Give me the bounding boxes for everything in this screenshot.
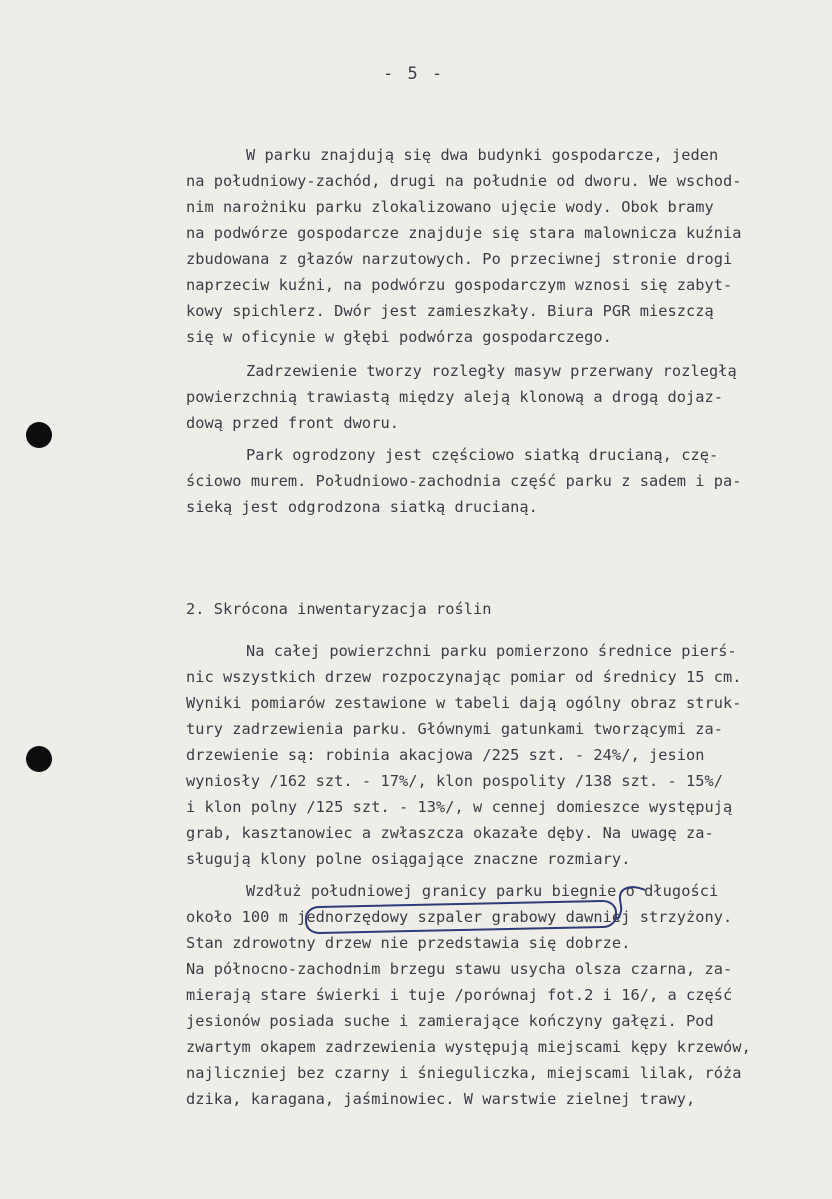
page-number: - 5 - <box>383 64 445 84</box>
text-line: drzewienie są: robinia akacjowa /225 szt. - 24%/, jesion <box>186 746 705 764</box>
text-line: dową przed front dworu. <box>186 414 399 432</box>
punch-hole-top <box>26 422 52 448</box>
text-line: tury zadrzewienia parku. Głównymi gatunkami tworzącymi za- <box>186 720 724 738</box>
text-line: wyniosły /162 szt. - 17%/, klon pospolity /138 szt. - 15%/ <box>186 772 724 790</box>
text-line: i klon polny /125 szt. - 13%/, w cennej domieszce występują <box>186 798 733 816</box>
text-line: Wyniki pomiarów zestawione w tabeli dają ogólny obraz struk- <box>186 694 742 712</box>
text-line: naprzeciw kuźni, na podwórzu gospodarczym wznosi się zabyt- <box>186 276 733 294</box>
pen-annotation-stroke <box>611 880 647 928</box>
text-line: się w oficynie w głębi podwórza gospodarczego. <box>186 328 612 346</box>
text-line: Zadrzewienie tworzy rozległy masyw przerwany rozległą <box>246 362 737 380</box>
text-line: Park ogrodzony jest częściowo siatką drucianą, czę- <box>246 446 719 464</box>
punch-hole-bottom <box>26 746 52 772</box>
text-line: około 100 m jednorzędowy szpaler grabowy dawniej strzyżony. <box>186 908 733 926</box>
text-line: Na całej powierzchni parku pomierzono średnice pierś- <box>246 642 737 660</box>
text-line: grab, kasztanowiec a zwłaszcza okazałe dęby. Na uwagę za- <box>186 824 714 842</box>
text-line: jesionów posiada suche i zamierające kończyny gałęzi. Pod <box>186 1012 714 1030</box>
text-line: ściowo murem. Południowo-zachodnia część parku z sadem i pa- <box>186 472 742 490</box>
text-line: Stan zdrowotny drzew nie przedstawia się dobrze. <box>186 934 631 952</box>
text-line: dzika, karagana, jaśminowiec. W warstwie zielnej trawy, <box>186 1090 696 1108</box>
text-line: sługują klony polne osiągające znaczne rozmiary. <box>186 850 631 868</box>
text-line: Na północno-zachodnim brzegu stawu usycha olsza czarna, za- <box>186 960 733 978</box>
text-line: sieką jest odgrodzona siatką drucianą. <box>186 498 538 516</box>
text-line: zwartym okapem zadrzewienia występują miejscami kępy krzewów, <box>186 1038 751 1056</box>
text-line: mierają stare świerki i tuje /porównaj fot.2 i 16/, a część <box>186 986 733 1004</box>
text-line: powierzchnią trawiastą między aleją klonową a drogą dojaz- <box>186 388 724 406</box>
text-line: na podwórze gospodarcze znajduje się stara malownicza kuźnia <box>186 224 742 242</box>
text-line: zbudowana z głazów narzutowych. Po przeciwnej stronie drogi <box>186 250 733 268</box>
section-heading: 2. Skrócona inwentaryzacja roślin <box>186 600 492 618</box>
text-line: najliczniej bez czarny i śnieguliczka, miejscami lilak, róża <box>186 1064 742 1082</box>
text-line: Wzdłuż południowej granicy parku biegnie o długości <box>246 882 719 900</box>
text-line: nim narożniku parku zlokalizowano ujęcie wody. Obok bramy <box>186 198 714 216</box>
text-line: W parku znajdują się dwa budynki gospodarcze, jeden <box>246 146 719 164</box>
text-line: kowy spichlerz. Dwór jest zamieszkały. Biura PGR mieszczą <box>186 302 714 320</box>
text-line: nic wszystkich drzew rozpoczynając pomiar od średnicy 15 cm. <box>186 668 742 686</box>
text-line: na południowy-zachód, drugi na południe od dworu. We wschod- <box>186 172 742 190</box>
